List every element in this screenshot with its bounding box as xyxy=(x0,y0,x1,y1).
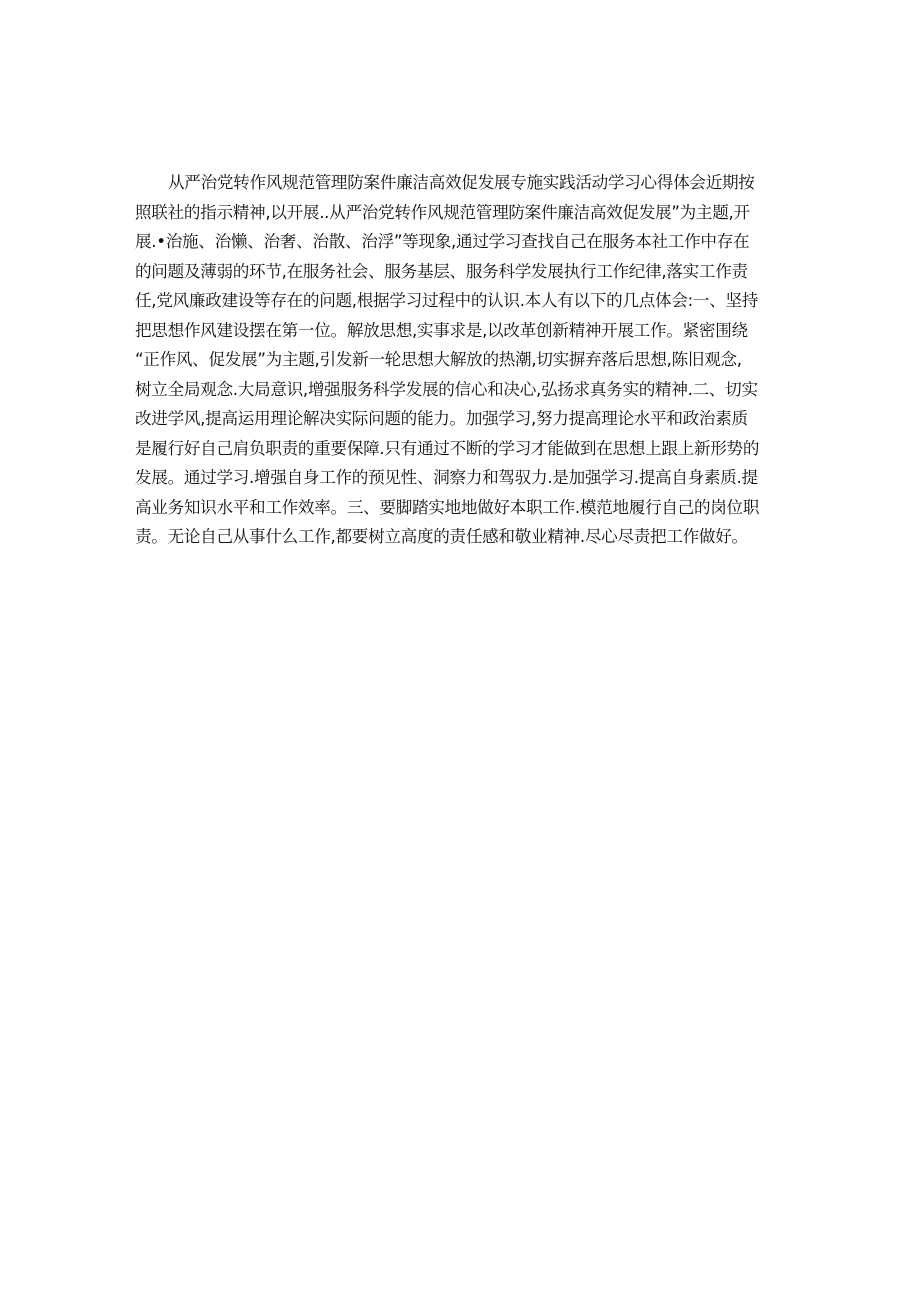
paragraph-line-5: 任,党风廉政建设等存在的问题,根据学习过程中的认识.本人有以下的几点体会:一、坚持 xyxy=(135,291,759,310)
paragraph-line-8: 树立全局观念.大局意识,增强服务科学发展的信心和决心,弘扬求真务实的精神.二、切实 xyxy=(135,379,758,399)
paragraph-line-4: 的问题及薄弱的环节,在服务社会、服务基层、服务科学发展执行工作纪律,落实工作责 xyxy=(135,261,748,281)
paragraph-line-3: 展.•治施、治懒、治奢、治散、治浮”等现象,通过学习查找自己在服务本社工作中存在 xyxy=(135,232,750,251)
body-paragraph xyxy=(135,168,795,552)
paragraph-line-11: 发展。通过学习.增强自身工作的预见性、洞察力和驾驭力.是加强学习.提高自身素质.提 xyxy=(135,468,758,487)
paragraph-line-12: 高业务知识水平和工作效率。三、要脚踏实地地做好本职工作.模范地履行自己的岗位职 xyxy=(135,497,760,517)
paragraph-line-9: 改进学风,提高运用理论解决实际问题的能力。加强学习,努力提高理论水平和政治素质 xyxy=(135,409,748,428)
paragraph-line-6: 把思想作风建设摆在第一位。解放思想,实事求是,以改革创新精神开展工作。紧密围绕 xyxy=(135,320,748,340)
paragraph-line-10: 是履行好自己肩负职责的重要保障.只有通过不断的学习才能做到在思想上跟上新形势的 xyxy=(135,438,760,458)
paragraph-line-1: 从严治党转作风规范管理防案件廉洁高效促发展专施实践活动学习心得体会近期按 xyxy=(168,173,755,192)
paragraph-line-13: 责。无论自己从事什么工作,都要树立高度的责任感和敬业精神.尽心尽责把工作做好。 xyxy=(135,527,748,546)
paragraph-line-2: 照联社的指示精神,以开展..从严治党转作风规范管理防案件廉洁高效促发展”为主题,开 xyxy=(135,202,750,222)
paragraph-line-7: “正作风、促发展”为主题,引发新一轮思想大解放的热潮,切实摒弃落后思想,陈旧观念, xyxy=(135,350,742,369)
